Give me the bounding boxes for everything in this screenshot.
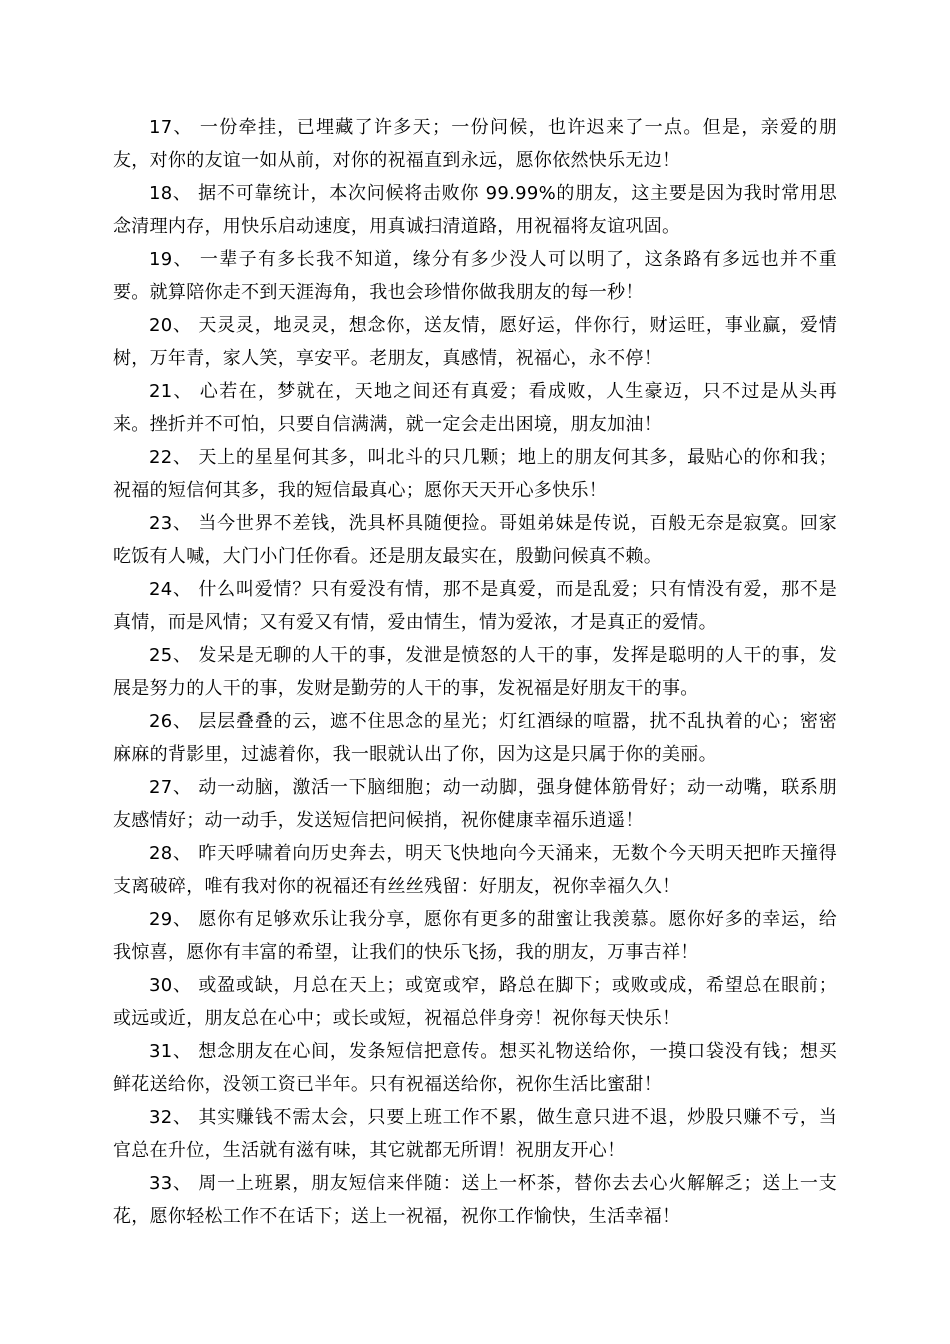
- paragraph-24: 24、 什么叫爱情？只有爱没有情，那不是真爱，而是乱爱；只有情没有爱，那不是真情，而是风情；又有爱又有情，爱由情生，情为爱浓，才是真正的爱情。: [113, 579, 837, 633]
- paragraph-21: 21、 心若在，梦就在，天地之间还有真爱；看成败，人生豪迈，只不过是从头再来。挫折并不可怕，只要自信满满，就一定会走出困境，朋友加油！: [113, 381, 837, 435]
- paragraph-32: 32、 其实赚钱不需太会，只要上班工作不累，做生意只进不退，炒股只赚不亏，当官总在升位，生活就有滋有味，其它就都无所谓！祝朋友开心！: [113, 1107, 837, 1161]
- paragraph-29: 29、 愿你有足够欢乐让我分享，愿你有更多的甜蜜让我羡慕。愿你好多的幸运，给我惊喜，愿你有丰富的希望，让我们的快乐飞扬，我的朋友，万事吉祥！: [113, 909, 837, 963]
- paragraph-26: 26、 层层叠叠的云，遮不住思念的星光；灯红酒绿的喧嚣，扰不乱执着的心；密密麻麻的背影里，过滤着你，我一眼就认出了你，因为这是只属于你的美丽。: [113, 711, 837, 765]
- paragraph-19: 19、 一辈子有多长我不知道，缘分有多少没人可以明了，这条路有多远也并不重要。就算陪你走不到天涯海角，我也会珍惜你做我朋友的每一秒！: [113, 249, 837, 303]
- paragraph-30: 30、 或盈或缺，月总在天上；或宽或窄，路总在脚下；或败或成，希望总在眼前；或远或近，朋友总在心中；或长或短，祝福总伴身旁！祝你每天快乐！: [113, 975, 837, 1029]
- paragraph-18: 18、 据不可靠统计，本次问候将击败你 99.99%的朋友，这主要是因为我时常用思念清理内存，用快乐启动速度，用真诚扫清道路，用祝福将友谊巩固。: [113, 183, 837, 237]
- document-body: [113, 111, 837, 1233]
- paragraph-27: 27、 动一动脑，激活一下脑细胞；动一动脚，强身健体筋骨好；动一动嘴，联系朋友感情好；动一动手，发送短信把问候捎，祝你健康幸福乐逍遥！: [113, 777, 837, 831]
- paragraph-33: 33、 周一上班累，朋友短信来伴随：送上一杯茶，替你去去心火解解乏；送上一支花，愿你轻松工作不在话下；送上一祝福，祝你工作愉快，生活幸福！: [113, 1173, 837, 1227]
- paragraph-31: 31、 想念朋友在心间，发条短信把意传。想买礼物送给你，一摸口袋没有钱；想买鲜花送给你，没领工资已半年。只有祝福送给你，祝你生活比蜜甜！: [113, 1041, 837, 1095]
- paragraph-20: 20、 天灵灵，地灵灵，想念你，送友情，愿好运，伴你行，财运旺，事业赢，爱情树，万年青，家人笑，享安平。老朋友，真感情，祝福心，永不停！: [113, 315, 837, 369]
- paragraph-23: 23、 当今世界不差钱，洗具杯具随便捡。哥姐弟妹是传说，百般无奈是寂寞。回家吃饭有人喊，大门小门任你看。还是朋友最实在，殷勤问候真不赖。: [113, 513, 837, 567]
- paragraph-25: 25、 发呆是无聊的人干的事，发泄是愤怒的人干的事，发挥是聪明的人干的事，发展是努力的人干的事，发财是勤劳的人干的事，发祝福是好朋友干的事。: [113, 645, 837, 699]
- paragraph-28: 28、 昨天呼啸着向历史奔去，明天飞快地向今天涌来，无数个今天明天把昨天撞得支离破碎，唯有我对你的祝福还有丝丝残留：好朋友，祝你幸福久久！: [113, 843, 837, 897]
- paragraph-22: 22、 天上的星星何其多，叫北斗的只几颗；地上的朋友何其多，最贴心的你和我；祝福的短信何其多，我的短信最真心；愿你天天开心多快乐！: [113, 447, 837, 501]
- paragraph-17: 17、 一份牵挂，已埋藏了许多天；一份问候，也许迟来了一点。但是，亲爱的朋友，对你的友谊一如从前，对你的祝福直到永远，愿你依然快乐无边！: [113, 117, 837, 171]
